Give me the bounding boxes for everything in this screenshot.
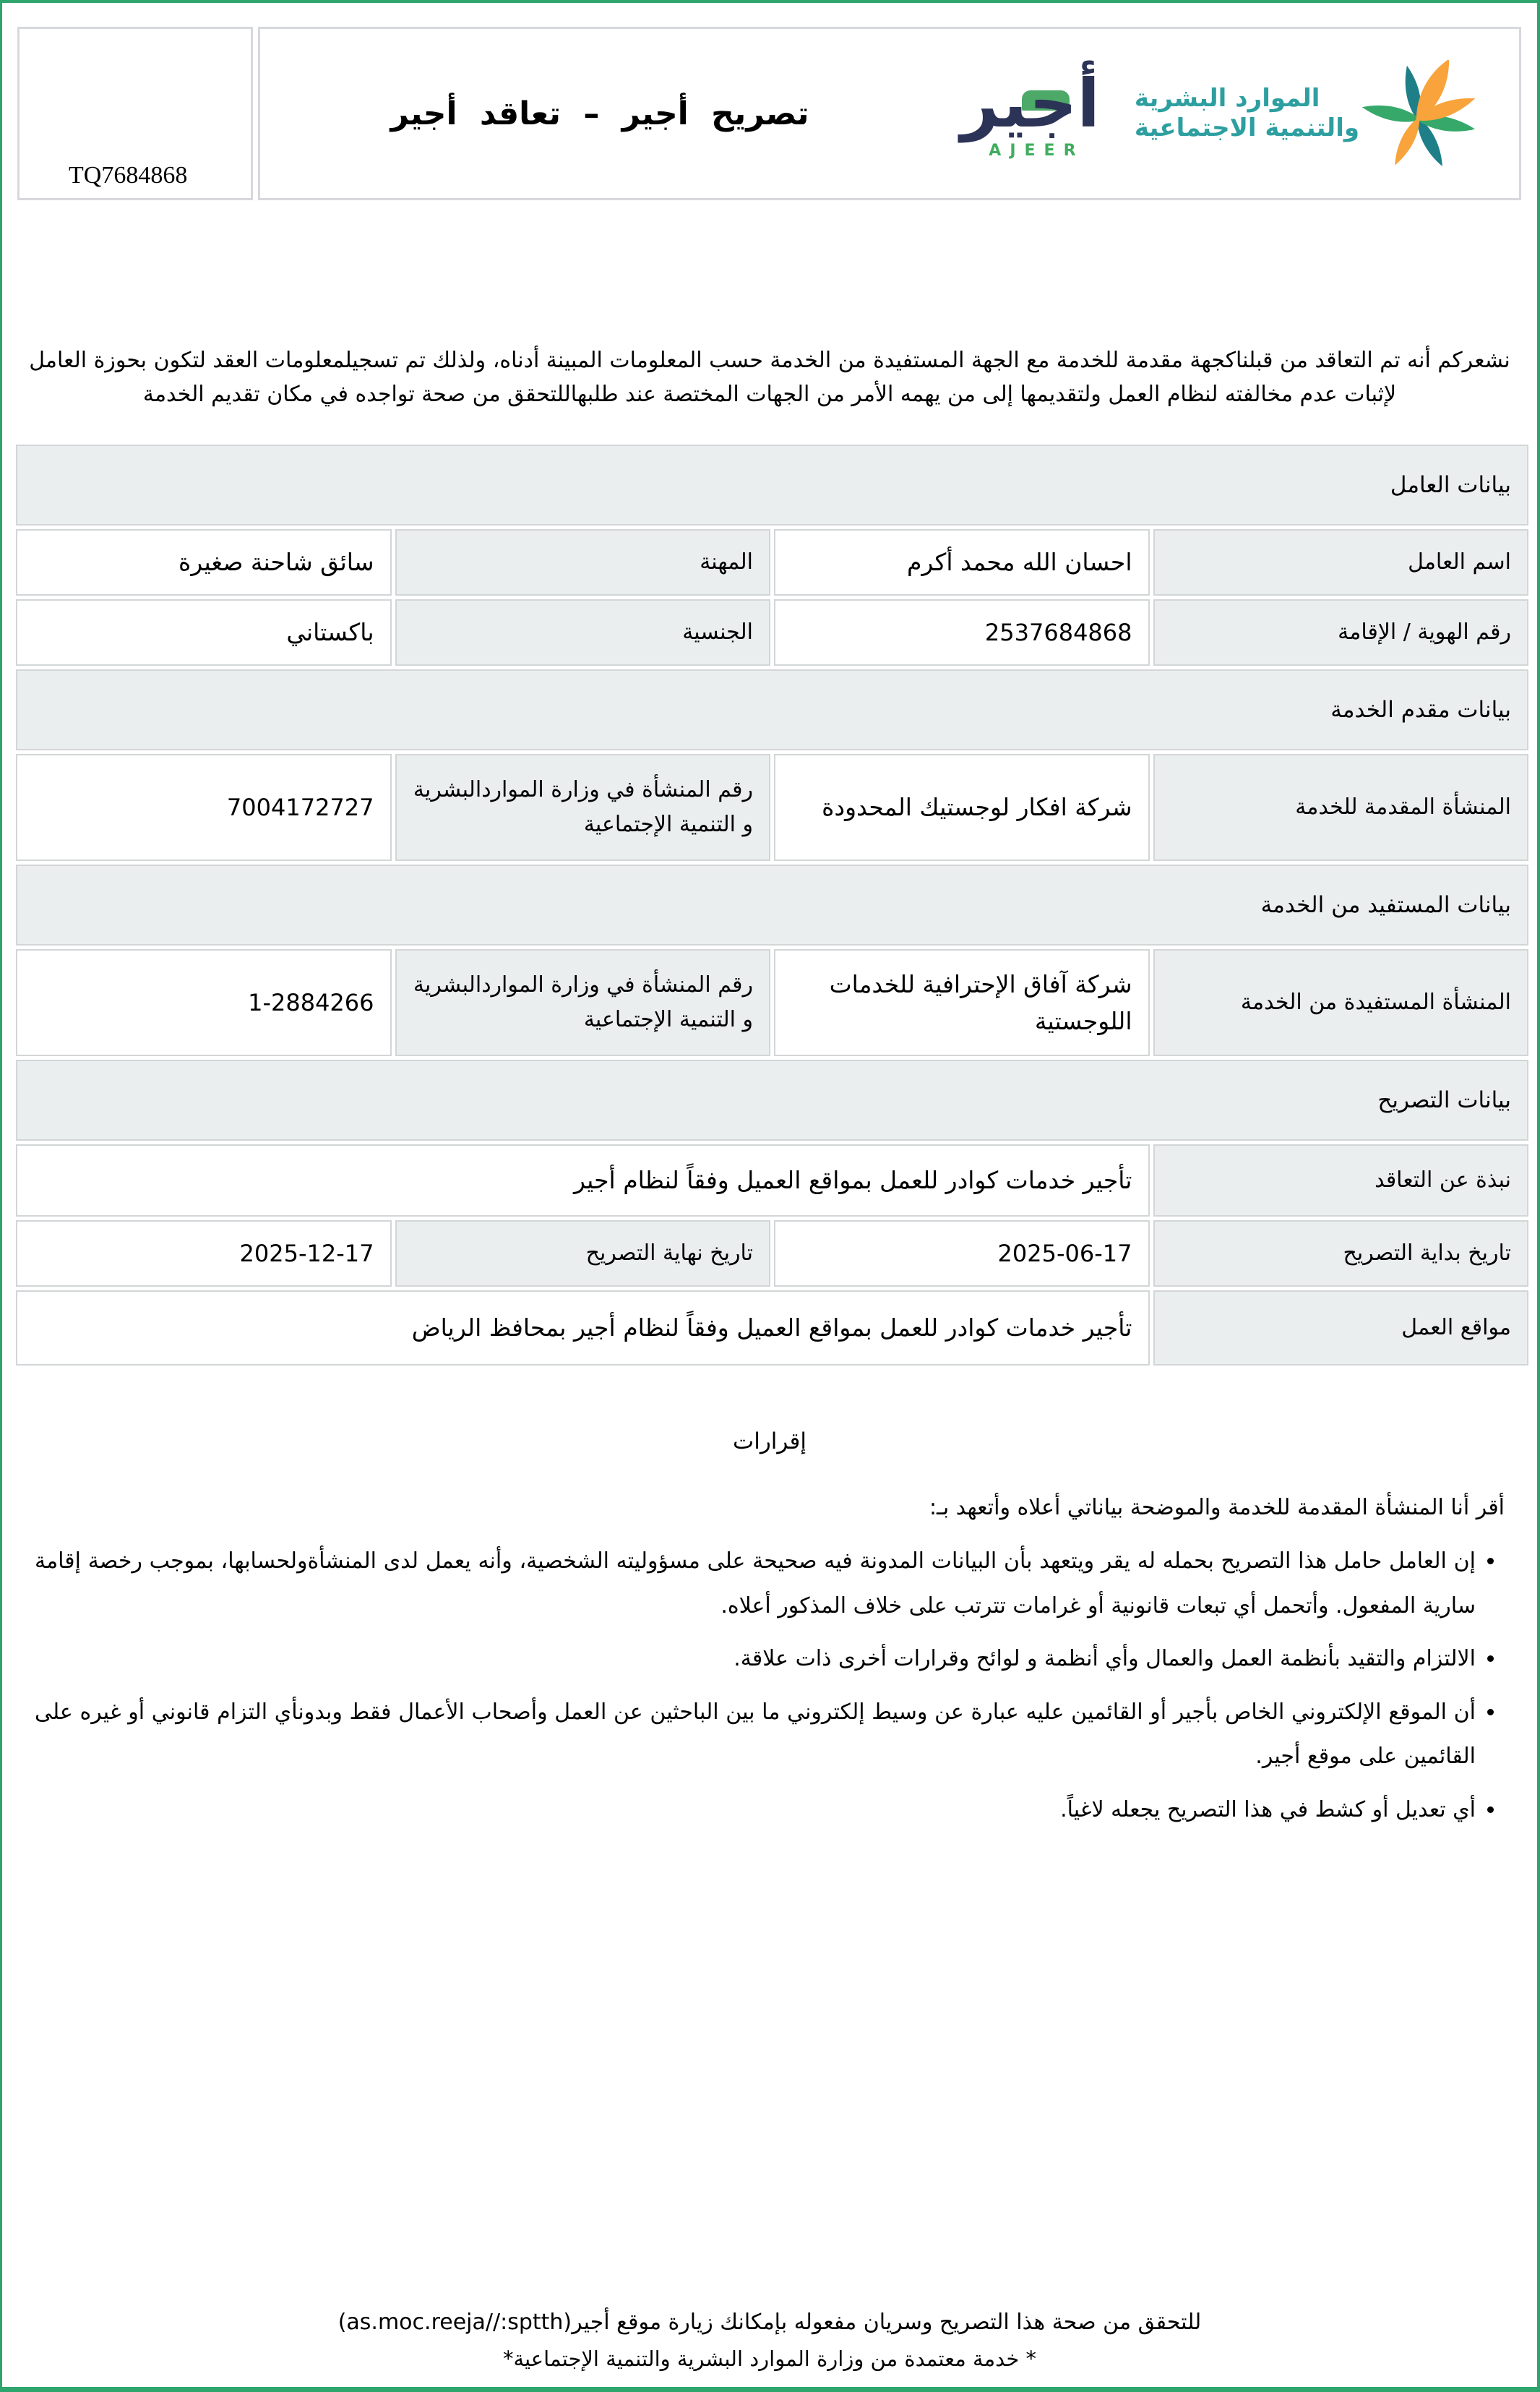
section-row-permit — [16, 1060, 1528, 1141]
provider-number-value: 7004172727 — [226, 794, 374, 822]
contract-summary-value: تأجير خدمات كوادر للعمل بمواقع العميل وفقاً لنظام أجير — [16, 1144, 1150, 1217]
verification-text: للتحقق من صحة هذا التصريح وسريان مفعوله بإمكانك زيارة موقع أجير — [572, 2310, 1202, 2335]
section-title-worker: بيانات العامل — [16, 445, 1528, 526]
footer — [2, 2310, 1537, 2371]
table-row — [16, 949, 1528, 1056]
end-date-value: 2025-12-17 — [239, 1240, 374, 1268]
ministry-palm-icon — [1362, 60, 1481, 167]
section-title-beneficiary: بيانات المستفيد من الخدمة — [16, 865, 1528, 946]
ministry-name-line2: والتنمية الاجتماعية — [1134, 113, 1359, 142]
document-title: تصريح أجير – تعاقد أجير — [390, 95, 809, 132]
declarations-intro: أقر أنا المنشأة المقدمة للخدمة والموضحة بياناتي أعلاه وأتعهد بـ: — [929, 1495, 1505, 1520]
table-row — [16, 1144, 1528, 1217]
table-row — [16, 754, 1528, 861]
ajeer-latin-wordmark: AJEER — [989, 142, 1085, 160]
work-locations-label: مواقع العمل — [1153, 1290, 1529, 1366]
profession-label: المهنة — [395, 529, 771, 596]
verification-note — [2, 2310, 1537, 2335]
accreditation-note: * خدمة معتمدة من وزارة الموارد البشرية والتنمية الإجتماعية* — [503, 2346, 1036, 2371]
tq-number: TQ7684868 — [69, 162, 188, 189]
table-row — [16, 599, 1528, 666]
profession-value: سائق شاحنة صغيرة — [16, 529, 392, 596]
declarations-title: إقرارات — [733, 1428, 806, 1454]
section-title-permit: بيانات التصريح — [16, 1060, 1528, 1141]
beneficiary-establishment-label: المنشأة المستفيدة من الخدمة — [1153, 949, 1529, 1056]
ajeer-arabic-wordmark: أجير — [960, 64, 1100, 142]
declaration-item: • الالتزام والتقيد بأنظمة العمل والعمال وأي أنظمة و لوائح وقرارات أخرى ذات علاقة. — [35, 1637, 1476, 1681]
nationality-label: الجنسية — [395, 599, 771, 666]
contract-summary-label: نبذة عن التعاقد — [1153, 1144, 1529, 1217]
beneficiary-establishment-value: شركة آفاق الإحترافية للخدمات اللوجستية — [774, 949, 1150, 1056]
work-locations-value: تأجير خدمات كوادر للعمل بمواقع العميل وفقاً لنظام أجير بمحافظ الرياض — [16, 1290, 1150, 1366]
verification-url: (as.moc.reeja//:sptth) — [337, 2310, 572, 2335]
beneficiary-number-label: رقم المنشأة في وزارة المواردالبشرية و التنمية الإجتماعية — [395, 949, 771, 1056]
declaration-item: • أن الموقع الإلكتروني الخاص بأجير أو القائمين عليه عبارة عن وسيط إلكتروني ما بين الباحثين عن العمل وأصحاب الأعمال فقط وبدونأي التزام قانوني أو غيره على القائمين على موقع أجير. — [35, 1690, 1476, 1779]
declarations-list — [35, 1539, 1505, 1832]
header-box — [258, 27, 1521, 200]
beneficiary-number-value: 1-2884266 — [248, 989, 374, 1017]
logo-cluster — [960, 29, 1481, 198]
provider-establishment-label: المنشأة المقدمة للخدمة — [1153, 754, 1529, 861]
section-title-provider: بيانات مقدم الخدمة — [16, 669, 1528, 750]
table-row — [16, 1290, 1528, 1366]
declaration-item: • إن العامل حامل هذا التصريح بحمله له يقر ويتعهد بأن البيانات المدونة فيه صحيحة على مسؤوليته الشخصية، وأنه يعمل لدى المنشأةولحسابها، بموجب رخصة إقامة سارية المفعول. وأتحمل أي تبعات قانونية أو غرامات تترتب على خلاف المذكور أعلاه. — [35, 1539, 1476, 1628]
permit-table — [12, 441, 1532, 1369]
table-row — [16, 1220, 1528, 1287]
section-row-worker — [16, 445, 1528, 526]
intro-paragraph: نشعركم أنه تم التعاقد من قبلناكجهة مقدمة للخدمة مع الجهة المستفيدة من الخدمة حسب المعلومات المبينة أدناه، ولذلك تم تسجيلمعلومات العقد لتكون بحوزة العامل لإثبات عدم مخالفته لنظام العمل ولتقديمها إلى من يهمه الأمر من الجهات المختصة عند طلبهاللتحقق من صحة تواجده في مكان تقديم الخدمة — [29, 348, 1510, 407]
start-date-value: 2025-06-17 — [997, 1240, 1132, 1268]
ajeer-logo — [960, 64, 1100, 160]
section-row-provider — [16, 669, 1528, 750]
worker-name-value: احسان الله محمد أكرم — [774, 529, 1150, 596]
start-date-label: تاريخ بداية التصريح — [1153, 1220, 1529, 1287]
end-date-label: تاريخ نهاية التصريح — [395, 1220, 771, 1287]
id-number-label: رقم الهوية / الإقامة — [1153, 599, 1529, 666]
ministry-logo — [1135, 84, 1359, 144]
worker-name-label: اسم العامل — [1153, 529, 1529, 596]
nationality-value: باكستاني — [16, 599, 392, 666]
declaration-item: • أي تعديل أو كشط في هذا التصريح يجعله لاغياً. — [35, 1788, 1476, 1832]
section-row-beneficiary — [16, 865, 1528, 946]
id-number-value: 2537684868 — [984, 619, 1132, 647]
table-row — [16, 529, 1528, 596]
provider-number-label: رقم المنشأة في وزارة المواردالبشرية و التنمية الإجتماعية — [395, 754, 771, 861]
declarations-section — [35, 1428, 1505, 1840]
provider-establishment-value: شركة افكار لوجستيك المحدودة — [774, 754, 1150, 861]
tq-number-box — [17, 27, 253, 200]
ministry-name-line1: الموارد البشرية — [1134, 83, 1320, 113]
